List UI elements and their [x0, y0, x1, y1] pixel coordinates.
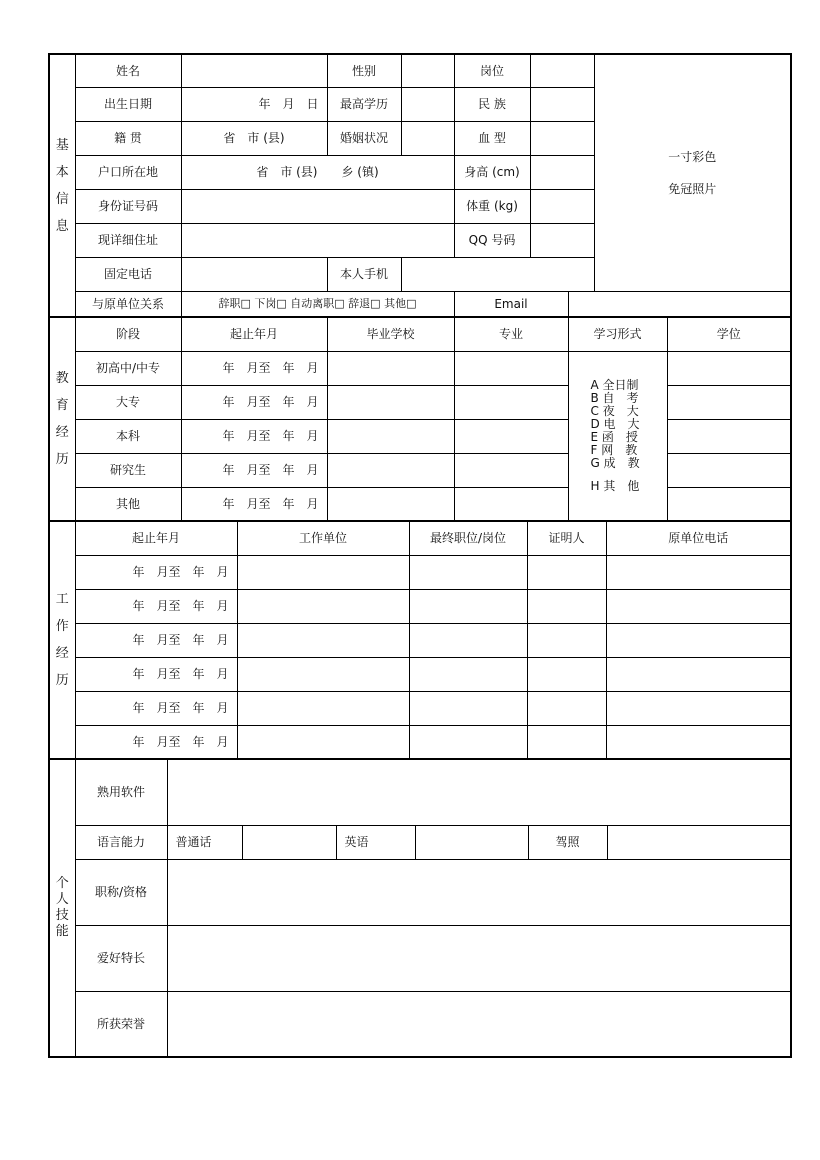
- edu-header-stage: 阶段: [75, 317, 181, 351]
- email-field[interactable]: [568, 291, 791, 317]
- work-phone-field[interactable]: [606, 589, 791, 623]
- software-field[interactable]: [167, 759, 791, 825]
- hukou-label: 户口所在地: [75, 155, 181, 189]
- work-section: [48, 520, 792, 760]
- height-label: 身高 (cm): [454, 155, 530, 189]
- id-number-label: 身份证号码: [75, 189, 181, 223]
- work-header-position: 最终职位/岗位: [409, 521, 527, 555]
- weight-label: 体重 (kg): [454, 189, 530, 223]
- birth-field[interactable]: 年 月 日: [181, 87, 327, 121]
- honor-label: 所获荣誉: [75, 991, 167, 1057]
- education-section: [48, 316, 792, 522]
- edu-stage: 研究生: [75, 453, 181, 487]
- work-period-field[interactable]: 年 月至 年 月: [75, 657, 237, 691]
- edu-major-field[interactable]: [454, 351, 568, 385]
- edu-major-field[interactable]: [454, 453, 568, 487]
- edu-stage: 本科: [75, 419, 181, 453]
- edu-major-field[interactable]: [454, 419, 568, 453]
- position-field[interactable]: [530, 54, 594, 87]
- address-field[interactable]: [181, 223, 454, 257]
- origin-label: 籍 贯: [75, 121, 181, 155]
- work-reference-field[interactable]: [527, 589, 606, 623]
- work-period-field[interactable]: 年 月至 年 月: [75, 589, 237, 623]
- edu-period-field[interactable]: 年 月至 年 月: [181, 351, 327, 385]
- edu-header-study-form: 学习形式: [568, 317, 667, 351]
- skills-section-label: 个 人 技 能: [49, 759, 75, 1057]
- qq-field[interactable]: [530, 223, 594, 257]
- work-position-field[interactable]: [409, 657, 527, 691]
- hukou-field[interactable]: 省 市 (县) 乡 (镇): [181, 155, 454, 189]
- study-form-options: A 全日制 B 自 考 C 夜 大 D 电 大 E 函 授 F 网 教 G 成 教 H 其 他: [568, 351, 667, 521]
- application-form: [48, 53, 790, 1058]
- edu-header-degree: 学位: [667, 317, 791, 351]
- work-phone-field[interactable]: [606, 691, 791, 725]
- work-reference-field[interactable]: [527, 555, 606, 589]
- education-level-field[interactable]: [401, 87, 454, 121]
- mobile-label: 本人手机: [327, 257, 401, 291]
- blood-type-field[interactable]: [530, 121, 594, 155]
- marital-label: 婚姻状况: [327, 121, 401, 155]
- work-position-field[interactable]: [409, 555, 527, 589]
- edu-stage: 初高中/中专: [75, 351, 181, 385]
- english-label: 英语: [336, 825, 415, 859]
- edu-degree-field[interactable]: [667, 385, 791, 419]
- edu-major-field[interactable]: [454, 487, 568, 521]
- edu-degree-field[interactable]: [667, 487, 791, 521]
- education-level-label: 最高学历: [327, 87, 401, 121]
- work-header-reference: 证明人: [527, 521, 606, 555]
- weight-field[interactable]: [530, 189, 594, 223]
- edu-header-period: 起止年月: [181, 317, 327, 351]
- edu-school-field[interactable]: [327, 487, 454, 521]
- work-period-field[interactable]: 年 月至 年 月: [75, 555, 237, 589]
- qq-label: QQ 号码: [454, 223, 530, 257]
- work-reference-field[interactable]: [527, 657, 606, 691]
- edu-header-major: 专业: [454, 317, 568, 351]
- edu-school-field[interactable]: [327, 419, 454, 453]
- photo-box[interactable]: [594, 54, 791, 291]
- work-employer-field[interactable]: [237, 589, 409, 623]
- work-header-phone: 原单位电话: [606, 521, 791, 555]
- relation-label: 与原单位关系: [75, 291, 181, 317]
- mandarin-field[interactable]: [242, 825, 336, 859]
- honor-field[interactable]: [167, 991, 791, 1057]
- work-employer-field[interactable]: [237, 691, 409, 725]
- blood-type-label: 血 型: [454, 121, 530, 155]
- work-phone-field[interactable]: [606, 725, 791, 759]
- photo-label-2: 免冠照片: [668, 181, 717, 196]
- id-number-field[interactable]: [181, 189, 454, 223]
- work-position-field[interactable]: [409, 623, 527, 657]
- height-field[interactable]: [530, 155, 594, 189]
- gender-field[interactable]: [401, 54, 454, 87]
- edu-school-field[interactable]: [327, 385, 454, 419]
- work-employer-field[interactable]: [237, 623, 409, 657]
- birth-label: 出生日期: [75, 87, 181, 121]
- email-label: Email: [454, 291, 568, 317]
- edu-stage: 其他: [75, 487, 181, 521]
- work-position-field[interactable]: [409, 725, 527, 759]
- work-reference-field[interactable]: [527, 623, 606, 657]
- photo-label-1: 一寸彩色: [668, 149, 717, 164]
- edu-period-field[interactable]: 年 月至 年 月: [181, 453, 327, 487]
- landline-label: 固定电话: [75, 257, 181, 291]
- edu-period-field[interactable]: 年 月至 年 月: [181, 385, 327, 419]
- edu-period-field[interactable]: 年 月至 年 月: [181, 487, 327, 521]
- education-section-label: 教 育 经 历: [49, 317, 75, 521]
- basic-info-section: [48, 53, 792, 318]
- ethnicity-label: 民 族: [454, 87, 530, 121]
- work-phone-field[interactable]: [606, 657, 791, 691]
- work-period-field[interactable]: 年 月至 年 月: [75, 623, 237, 657]
- relation-options[interactable]: 辞职□ 下岗□ 自动离职□ 辞退□ 其他□: [181, 291, 454, 317]
- edu-degree-field[interactable]: [667, 419, 791, 453]
- language-label: 语言能力: [75, 825, 167, 859]
- edu-school-field[interactable]: [327, 453, 454, 487]
- ethnicity-field[interactable]: [530, 87, 594, 121]
- mandarin-label: 普通话: [167, 825, 242, 859]
- work-employer-field[interactable]: [237, 657, 409, 691]
- license-field[interactable]: [607, 825, 791, 859]
- work-position-field[interactable]: [409, 691, 527, 725]
- origin-field[interactable]: 省 市 (县): [181, 121, 327, 155]
- mobile-field[interactable]: [401, 257, 594, 291]
- edu-stage: 大专: [75, 385, 181, 419]
- skills-section: [48, 758, 792, 1058]
- qualification-label: 职称/资格: [75, 859, 167, 925]
- license-label: 驾照: [528, 825, 607, 859]
- name-field[interactable]: [181, 54, 327, 87]
- work-reference-field[interactable]: [527, 691, 606, 725]
- gender-label: 性别: [327, 54, 401, 87]
- work-period-field[interactable]: 年 月至 年 月: [75, 691, 237, 725]
- work-reference-field[interactable]: [527, 725, 606, 759]
- name-label: 姓名: [75, 54, 181, 87]
- work-phone-field[interactable]: [606, 555, 791, 589]
- edu-header-school: 毕业学校: [327, 317, 454, 351]
- edu-period-field[interactable]: 年 月至 年 月: [181, 419, 327, 453]
- work-section-label: 工 作 经 历: [49, 521, 75, 759]
- work-header-employer: 工作单位: [237, 521, 409, 555]
- address-label: 现详细住址: [75, 223, 181, 257]
- work-period-field[interactable]: 年 月至 年 月: [75, 725, 237, 759]
- marital-field[interactable]: [401, 121, 454, 155]
- landline-field[interactable]: [181, 257, 327, 291]
- hobby-label: 爱好特长: [75, 925, 167, 991]
- hobby-field[interactable]: [167, 925, 791, 991]
- work-position-field[interactable]: [409, 589, 527, 623]
- edu-degree-field[interactable]: [667, 453, 791, 487]
- english-field[interactable]: [415, 825, 528, 859]
- work-phone-field[interactable]: [606, 623, 791, 657]
- basic-section-label: 基 本 信 息: [49, 54, 75, 317]
- work-employer-field[interactable]: [237, 725, 409, 759]
- work-header-period: 起止年月: [75, 521, 237, 555]
- software-label: 熟用软件: [75, 759, 167, 825]
- edu-major-field[interactable]: [454, 385, 568, 419]
- position-label: 岗位: [454, 54, 530, 87]
- edu-degree-field[interactable]: [667, 351, 791, 385]
- work-employer-field[interactable]: [237, 555, 409, 589]
- qualification-field[interactable]: [167, 859, 791, 925]
- edu-school-field[interactable]: [327, 351, 454, 385]
